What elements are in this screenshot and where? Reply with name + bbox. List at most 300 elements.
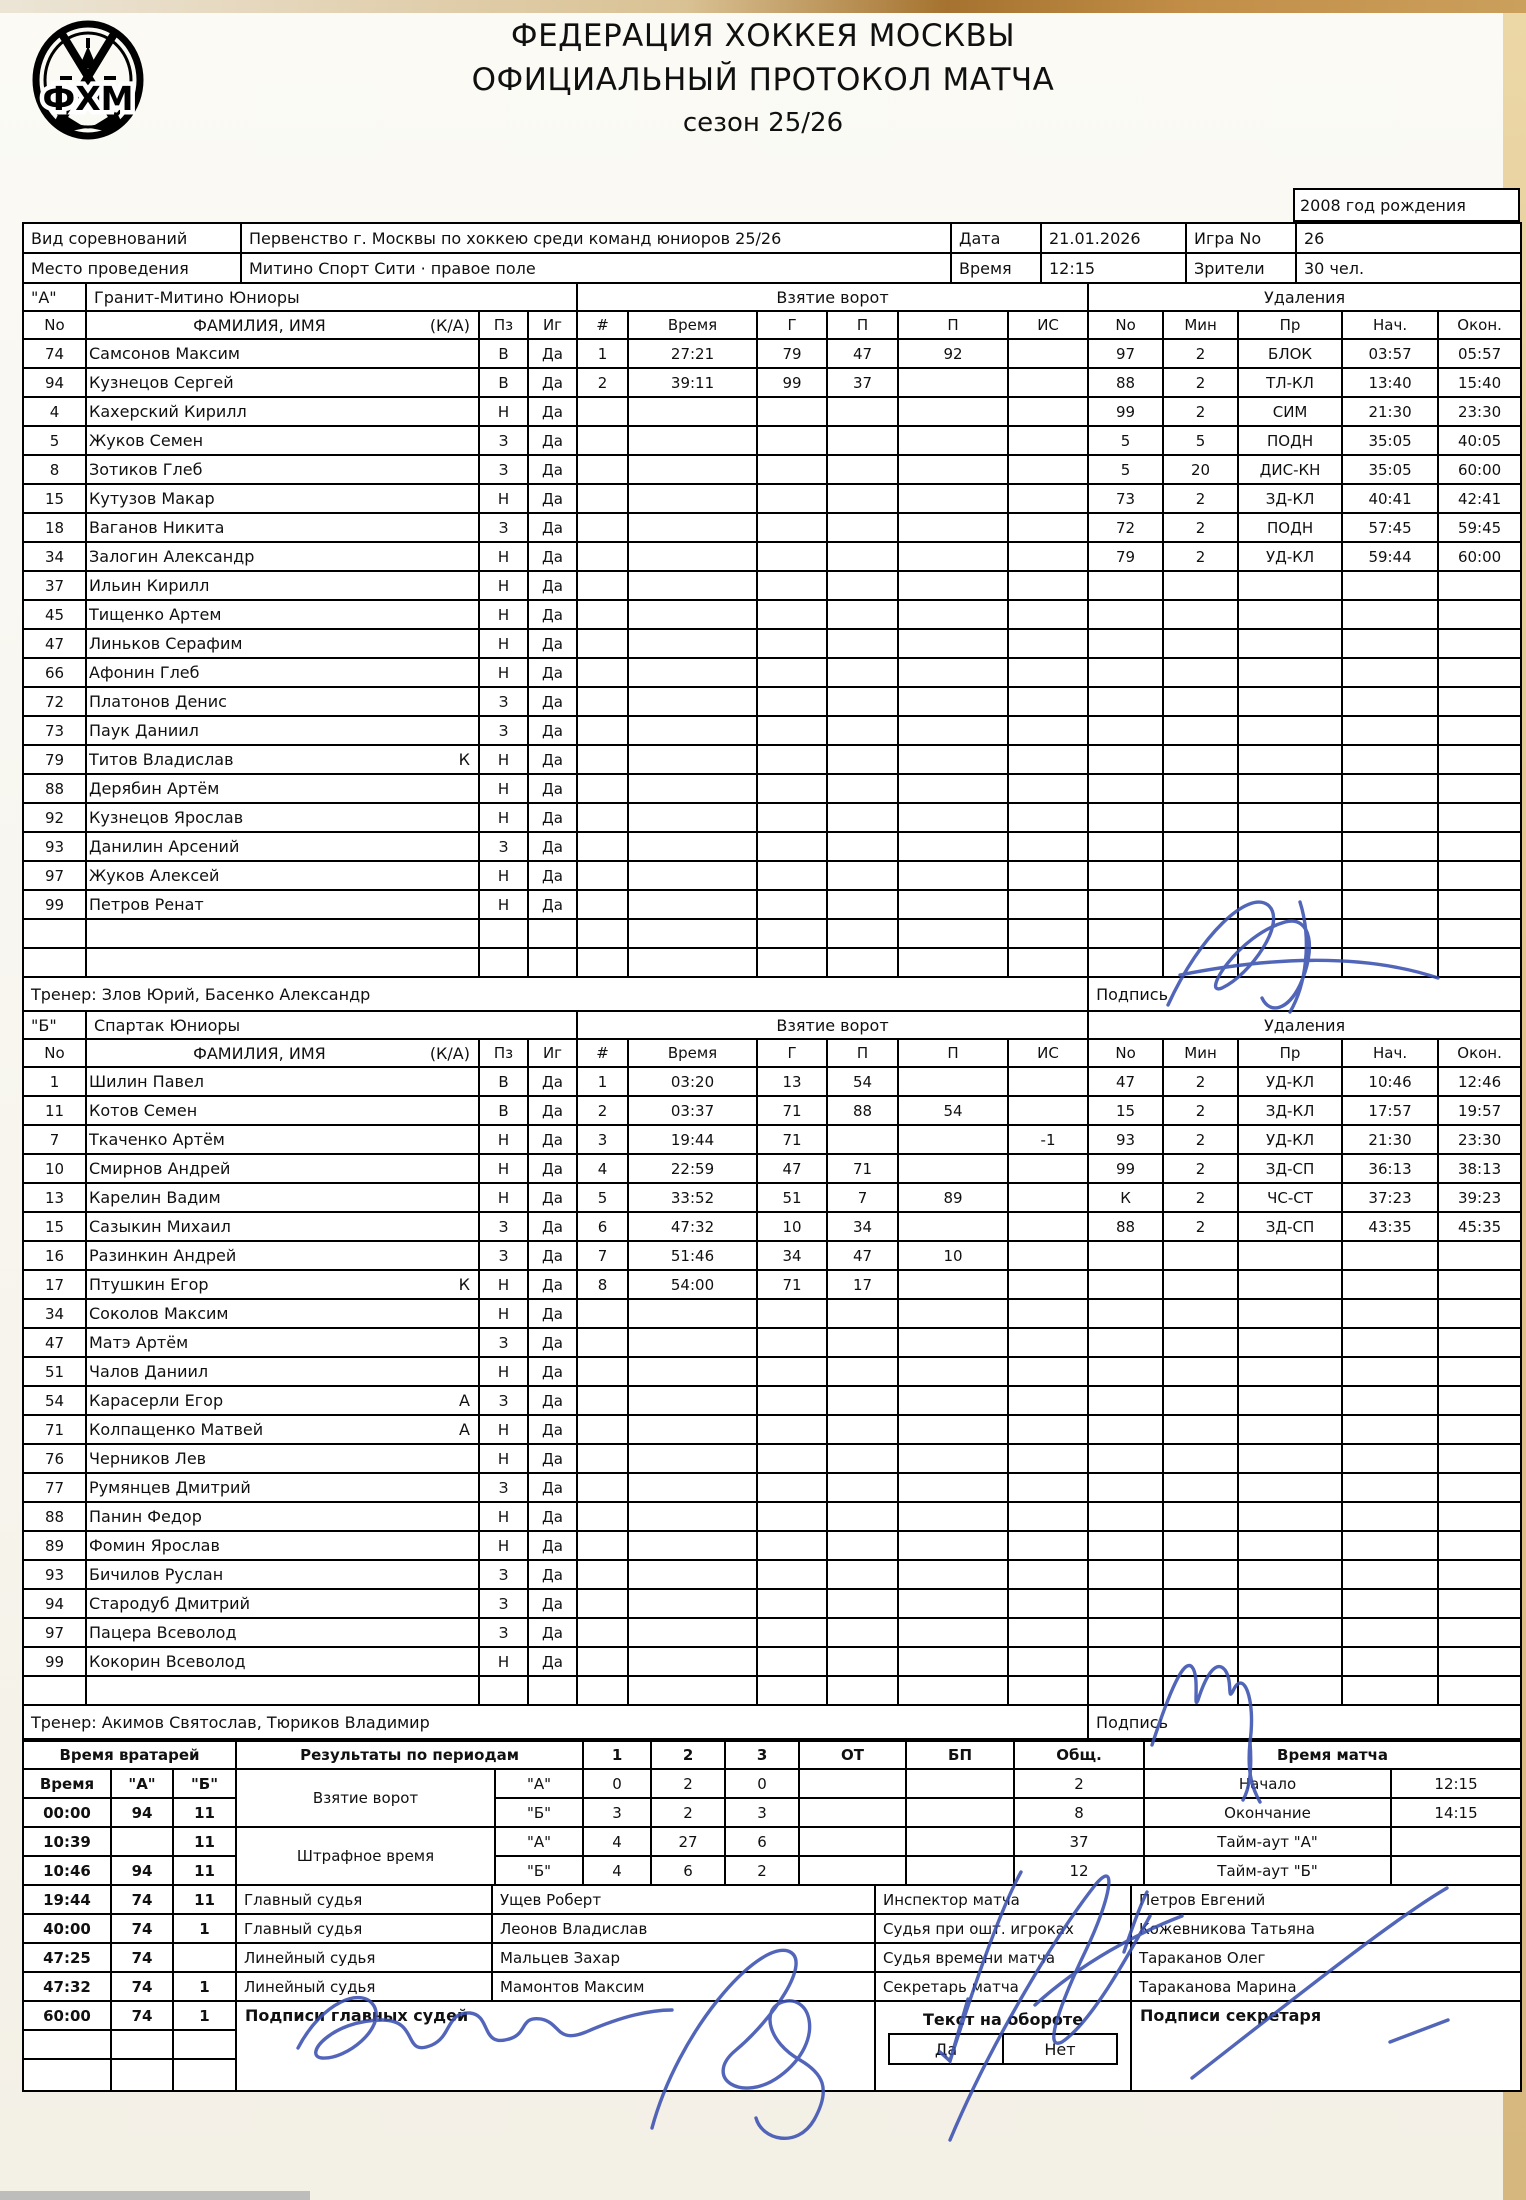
competition-value: Первенство г. Москвы по хоккею среди команд юниоров 25/26 (241, 223, 951, 253)
pen-a-bp (906, 1827, 1014, 1856)
player-position: Н (479, 397, 528, 426)
goal-is (1008, 1386, 1088, 1415)
goal-assist-2: 92 (898, 339, 1008, 368)
player-played: Да (528, 600, 577, 629)
officials-table (22, 1884, 1522, 2092)
goal-is (1008, 1560, 1088, 1589)
date-label: Дата (951, 223, 1041, 253)
goal-assist-1 (827, 1618, 898, 1647)
goal-scorer (757, 1676, 827, 1705)
player-played (528, 1676, 577, 1705)
score-a-p2: 2 (651, 1769, 725, 1798)
player-played: Да (528, 1618, 577, 1647)
penalty-number (1088, 1386, 1163, 1415)
player-number: 45 (23, 600, 86, 629)
penalty-code: ЧС-СТ (1238, 1183, 1342, 1212)
player-number: 66 (23, 658, 86, 687)
goal-assist-2 (898, 803, 1008, 832)
goal-time (628, 542, 757, 571)
goal-assist-2 (898, 1386, 1008, 1415)
player-name: Залогин Александр (86, 542, 479, 571)
goal-time (628, 1473, 757, 1502)
goal-is (1008, 513, 1088, 542)
penalty-code: ДИС-КН (1238, 455, 1342, 484)
goal-number (577, 1618, 628, 1647)
player-played: Да (528, 1125, 577, 1154)
goal-scorer (757, 803, 827, 832)
goal-time (628, 716, 757, 745)
goal-assist-2: 10 (898, 1241, 1008, 1270)
penalty-end (1438, 745, 1521, 774)
goal-scorer (757, 542, 827, 571)
player-name: Дерябин Артём (86, 774, 479, 803)
player-played: Да (528, 397, 577, 426)
penalty-number (1088, 919, 1163, 948)
penalty-number: 88 (1088, 368, 1163, 397)
player-position: З (479, 513, 528, 542)
goalie-a: 94 (111, 1856, 173, 1885)
official-role: Главный судья (236, 1885, 492, 1914)
player-number: 97 (23, 861, 86, 890)
goalie-b: 1 (173, 1914, 236, 1943)
penalty-number (1088, 687, 1163, 716)
reverse-text-label: Текст на обороте (922, 2010, 1084, 2029)
penalty-number (1088, 1531, 1163, 1560)
penalty-number (1088, 803, 1163, 832)
goal-time: 47:32 (628, 1212, 757, 1241)
goal-assist-2 (898, 832, 1008, 861)
goal-is (1008, 368, 1088, 397)
match-time-header: Время матча (1144, 1741, 1521, 1769)
penalty-number: 99 (1088, 1154, 1163, 1183)
goal-number (577, 1502, 628, 1531)
goal-number (577, 658, 628, 687)
penalty-code (1238, 1473, 1342, 1502)
team-a-player-row (23, 745, 1521, 774)
goal-time: 19:44 (628, 1125, 757, 1154)
player-name: Жуков Семен (86, 426, 479, 455)
score-b-p1: 3 (583, 1798, 651, 1827)
penalty-number (1088, 832, 1163, 861)
penalty-minutes (1163, 774, 1238, 803)
col-no: No (23, 311, 86, 339)
goalie-b (173, 2059, 236, 2091)
penalty-code (1238, 571, 1342, 600)
penalty-code (1238, 803, 1342, 832)
birth-year-box: 2008 год рождения (1293, 188, 1520, 222)
goal-time (628, 1589, 757, 1618)
player-played: Да (528, 803, 577, 832)
goal-time (628, 1647, 757, 1676)
penalty-code (1238, 1386, 1342, 1415)
player-name: Котов Семен (86, 1096, 479, 1125)
score-b-p2: 2 (651, 1798, 725, 1827)
goal-assist-1 (827, 832, 898, 861)
penalty-number (1088, 716, 1163, 745)
penalty-start (1342, 658, 1438, 687)
goal-assist-2 (898, 1444, 1008, 1473)
player-name: Смирнов Андрей (86, 1154, 479, 1183)
date-value: 21.01.2026 (1041, 223, 1186, 253)
player-name: Кокорин Всеволод (86, 1647, 479, 1676)
player-position: Н (479, 484, 528, 513)
penalty-minutes (1163, 1531, 1238, 1560)
player-position: В (479, 1096, 528, 1125)
official-name: Кожевникова Татьяна (1131, 1914, 1521, 1943)
penalty-minutes (1163, 1444, 1238, 1473)
player-number: 13 (23, 1183, 86, 1212)
penalty-start (1342, 1386, 1438, 1415)
player-played: Да (528, 1067, 577, 1096)
penalty-end: 60:00 (1438, 542, 1521, 571)
penalty-number (1088, 600, 1163, 629)
player-position: Н (479, 571, 528, 600)
team-b-signature-cell: Подпись (1088, 1705, 1521, 1739)
goal-assist-2 (898, 1560, 1008, 1589)
player-name: Колпащенко Матвей А (86, 1415, 479, 1444)
player-number: 79 (23, 745, 86, 774)
penalty-start: 57:45 (1342, 513, 1438, 542)
player-name: Кахерский Кирилл (86, 397, 479, 426)
goal-number (577, 1386, 628, 1415)
goalie-time: 47:25 (23, 1943, 111, 1972)
goal-assist-2 (898, 1270, 1008, 1299)
federation-title: ФЕДЕРАЦИЯ ХОККЕЯ МОСКВЫ (510, 18, 1016, 54)
goal-number: 2 (577, 1096, 628, 1125)
player-position: Н (479, 1415, 528, 1444)
goal-time: 03:37 (628, 1096, 757, 1125)
goal-assist-2 (898, 1647, 1008, 1676)
penalty-minutes (1163, 687, 1238, 716)
penalty-end (1438, 948, 1521, 977)
goal-time (628, 600, 757, 629)
goal-number (577, 919, 628, 948)
official-role: Секретарь матча (875, 1972, 1131, 2001)
team-a-player-row (23, 339, 1521, 368)
player-number (23, 1676, 86, 1705)
team-b-code: "Б" (23, 1011, 86, 1039)
penalty-code (1238, 1589, 1342, 1618)
goal-assist-1 (827, 1531, 898, 1560)
goal-is (1008, 1618, 1088, 1647)
goal-assist-1 (827, 1589, 898, 1618)
penalty-end (1438, 1299, 1521, 1328)
penalty-number (1088, 1444, 1163, 1473)
penalty-end (1438, 1386, 1521, 1415)
spectators-label: Зрители (1186, 253, 1296, 283)
goal-is (1008, 1212, 1088, 1241)
penalty-end (1438, 1473, 1521, 1502)
penalty-code: УД-КЛ (1238, 1125, 1342, 1154)
penalty-code (1238, 658, 1342, 687)
pen-b-p1: 4 (583, 1856, 651, 1885)
goal-time: 51:46 (628, 1241, 757, 1270)
penalty-end: 59:45 (1438, 513, 1521, 542)
goal-number: 8 (577, 1270, 628, 1299)
goalie-b-col-header: "Б" (173, 1769, 236, 1798)
goal-assist-2 (898, 919, 1008, 948)
col-name: ФАМИЛИЯ, ИМЯ (К/А) (86, 311, 479, 339)
team-b-goals-group-header: Взятие ворот (577, 1011, 1088, 1039)
player-name: Данилин Арсений (86, 832, 479, 861)
goal-is (1008, 687, 1088, 716)
goal-scorer (757, 484, 827, 513)
penalty-minutes (1163, 1473, 1238, 1502)
goalie-time: 40:00 (23, 1914, 111, 1943)
team-a-player-row (23, 658, 1521, 687)
goal-scorer (757, 397, 827, 426)
penalty-minutes (1163, 803, 1238, 832)
player-position: З (479, 687, 528, 716)
player-number: 47 (23, 1328, 86, 1357)
col-pen-end: Окон. (1438, 1039, 1521, 1067)
player-played: Да (528, 339, 577, 368)
team-b-player-row (23, 1589, 1521, 1618)
time-value: 12:15 (1041, 253, 1186, 283)
goal-number (577, 1560, 628, 1589)
game-number-value: 26 (1296, 223, 1521, 253)
player-position: З (479, 1386, 528, 1415)
penalty-minutes (1163, 1299, 1238, 1328)
penalty-start (1342, 803, 1438, 832)
penalty-code (1238, 687, 1342, 716)
penalty-code (1238, 1444, 1342, 1473)
penalty-number (1088, 745, 1163, 774)
col-pen-min: Мин (1163, 1039, 1238, 1067)
penalty-end: 42:41 (1438, 484, 1521, 513)
goal-time (628, 1502, 757, 1531)
team-b-player-row (23, 1502, 1521, 1531)
score-b-ot (799, 1798, 906, 1827)
goal-scorer (757, 774, 827, 803)
player-number: 54 (23, 1386, 86, 1415)
player-name: Линьков Серафим (86, 629, 479, 658)
goal-is (1008, 484, 1088, 513)
penalty-code (1238, 890, 1342, 919)
goalie-time: 47:32 (23, 1972, 111, 2001)
spectators-value: 30 чел. (1296, 253, 1521, 283)
match-start-value: 12:15 (1391, 1769, 1521, 1798)
goal-assist-2 (898, 1067, 1008, 1096)
player-played (528, 919, 577, 948)
goal-assist-2 (898, 629, 1008, 658)
goal-time: 27:21 (628, 339, 757, 368)
player-played: Да (528, 426, 577, 455)
goal-assist-1: 71 (827, 1154, 898, 1183)
official-name: Петров Евгений (1131, 1885, 1521, 1914)
penalty-number: 47 (1088, 1067, 1163, 1096)
penalty-end: 45:35 (1438, 1212, 1521, 1241)
period-ot-header: ОТ (799, 1741, 906, 1769)
goal-is (1008, 745, 1088, 774)
player-name: Птушкин Егор К (86, 1270, 479, 1299)
player-played: Да (528, 861, 577, 890)
competition-label: Вид соревнований (23, 223, 241, 253)
penalty-end: 60:00 (1438, 455, 1521, 484)
goal-is (1008, 397, 1088, 426)
player-number: 37 (23, 571, 86, 600)
goal-scorer (757, 1531, 827, 1560)
penalty-code (1238, 948, 1342, 977)
team-b-penalties-group-header: Удаления (1088, 1011, 1521, 1039)
penalty-minutes (1163, 1270, 1238, 1299)
goal-time (628, 803, 757, 832)
goalie-a: 94 (111, 1798, 173, 1827)
player-name: Ильин Кирилл (86, 571, 479, 600)
penalty-minutes (1163, 629, 1238, 658)
goal-time (628, 919, 757, 948)
goal-time (628, 658, 757, 687)
team-b-player-row (23, 1183, 1521, 1212)
player-number: 7 (23, 1125, 86, 1154)
penalty-minutes (1163, 1589, 1238, 1618)
player-position: Н (479, 1125, 528, 1154)
team-a-player-row (23, 919, 1521, 948)
penalty-minutes: 20 (1163, 455, 1238, 484)
player-position: З (479, 1589, 528, 1618)
judges-signatures-cell: Подписи главных судей (236, 2001, 875, 2091)
goal-assist-2 (898, 658, 1008, 687)
goal-is (1008, 1096, 1088, 1125)
goal-number (577, 1473, 628, 1502)
penalty-start (1342, 1444, 1438, 1473)
goal-assist-1 (827, 1560, 898, 1589)
goal-assist-1 (827, 513, 898, 542)
score-a-p1: 0 (583, 1769, 651, 1798)
goalie-b: 11 (173, 1885, 236, 1914)
player-name: Соколов Максим (86, 1299, 479, 1328)
fhm-logo (32, 20, 144, 142)
penalty-start (1342, 1676, 1438, 1705)
penalty-start (1342, 919, 1438, 948)
goal-number (577, 542, 628, 571)
goal-number (577, 1647, 628, 1676)
goal-scorer (757, 716, 827, 745)
team-b-coach: Тренер: Акимов Святослав, Тюриков Владимир (23, 1705, 1088, 1739)
official-name: Мальцев Захар (492, 1943, 875, 1972)
goal-assist-1 (827, 774, 898, 803)
goal-time (628, 774, 757, 803)
penalty-end (1438, 687, 1521, 716)
goal-number (577, 1444, 628, 1473)
player-name (86, 919, 479, 948)
goal-time (628, 513, 757, 542)
goal-is (1008, 1154, 1088, 1183)
goal-time (628, 397, 757, 426)
goal-is (1008, 1531, 1088, 1560)
goal-assist-1 (827, 1676, 898, 1705)
player-number: 74 (23, 339, 86, 368)
goal-is (1008, 774, 1088, 803)
goal-scorer: 47 (757, 1154, 827, 1183)
goal-scorer (757, 1502, 827, 1531)
goal-assist-2 (898, 571, 1008, 600)
goalie-a-col-header: "А" (111, 1769, 173, 1798)
player-name: Титов Владислав К (86, 745, 479, 774)
goalie-b: 11 (173, 1856, 236, 1885)
col-goal-n: # (577, 311, 628, 339)
penalty-code: ЗД-КЛ (1238, 484, 1342, 513)
goal-assist-2 (898, 1328, 1008, 1357)
penalty-start (1342, 687, 1438, 716)
goal-scorer (757, 1589, 827, 1618)
score-a-bp (906, 1769, 1014, 1798)
player-name: Ткаченко Артём (86, 1125, 479, 1154)
team-b-player-row (23, 1299, 1521, 1328)
goal-assist-2 (898, 1618, 1008, 1647)
col-is: ИС (1008, 311, 1088, 339)
player-position: В (479, 1067, 528, 1096)
goal-scorer (757, 1618, 827, 1647)
goal-assist-2 (898, 1415, 1008, 1444)
player-played: Да (528, 455, 577, 484)
player-position (479, 948, 528, 977)
goalie-a (111, 2030, 173, 2059)
goal-scorer: 71 (757, 1096, 827, 1125)
penalty-minutes: 2 (1163, 397, 1238, 426)
col-name: ФАМИЛИЯ, ИМЯ (К/А) (86, 1039, 479, 1067)
goal-assist-1 (827, 1444, 898, 1473)
goalie-a: 74 (111, 1914, 173, 1943)
goal-number: 5 (577, 1183, 628, 1212)
goal-number (577, 484, 628, 513)
goal-scorer (757, 571, 827, 600)
penalty-number (1088, 1299, 1163, 1328)
penalty-code (1238, 1299, 1342, 1328)
player-name: Зотиков Глеб (86, 455, 479, 484)
player-position: Н (479, 658, 528, 687)
player-number: 99 (23, 890, 86, 919)
pen-a-p2: 27 (651, 1827, 725, 1856)
goalie-b: 11 (173, 1798, 236, 1827)
player-played: Да (528, 1589, 577, 1618)
col-played: Иг (528, 1039, 577, 1067)
penalty-start (1342, 774, 1438, 803)
penalty-number: 88 (1088, 1212, 1163, 1241)
penalty-code: УД-КЛ (1238, 1067, 1342, 1096)
goal-assist-2 (898, 542, 1008, 571)
player-number: 76 (23, 1444, 86, 1473)
penalty-start: 36:13 (1342, 1154, 1438, 1183)
goal-scorer (757, 1647, 827, 1676)
player-name: Ваганов Никита (86, 513, 479, 542)
goal-scorer (757, 426, 827, 455)
player-played: Да (528, 716, 577, 745)
penalty-number: 72 (1088, 513, 1163, 542)
player-position: Н (479, 1183, 528, 1212)
timeout-a-label: Тайм-аут "А" (1144, 1827, 1391, 1856)
penalty-end (1438, 1328, 1521, 1357)
col-is: ИС (1008, 1039, 1088, 1067)
goal-scorer (757, 1328, 827, 1357)
penalty-minutes: 2 (1163, 339, 1238, 368)
goal-number (577, 1589, 628, 1618)
goal-number (577, 890, 628, 919)
goal-number (577, 600, 628, 629)
team-a-player-row (23, 861, 1521, 890)
score-a-total: 2 (1014, 1769, 1144, 1798)
goal-scorer (757, 745, 827, 774)
goal-assist-2 (898, 397, 1008, 426)
player-number: 16 (23, 1241, 86, 1270)
goal-assist-1 (827, 1125, 898, 1154)
player-played: Да (528, 687, 577, 716)
goal-number (577, 716, 628, 745)
player-position: Н (479, 1270, 528, 1299)
penalty-number (1088, 1357, 1163, 1386)
player-name: Тищенко Артем (86, 600, 479, 629)
game-number-label: Игра No (1186, 223, 1296, 253)
